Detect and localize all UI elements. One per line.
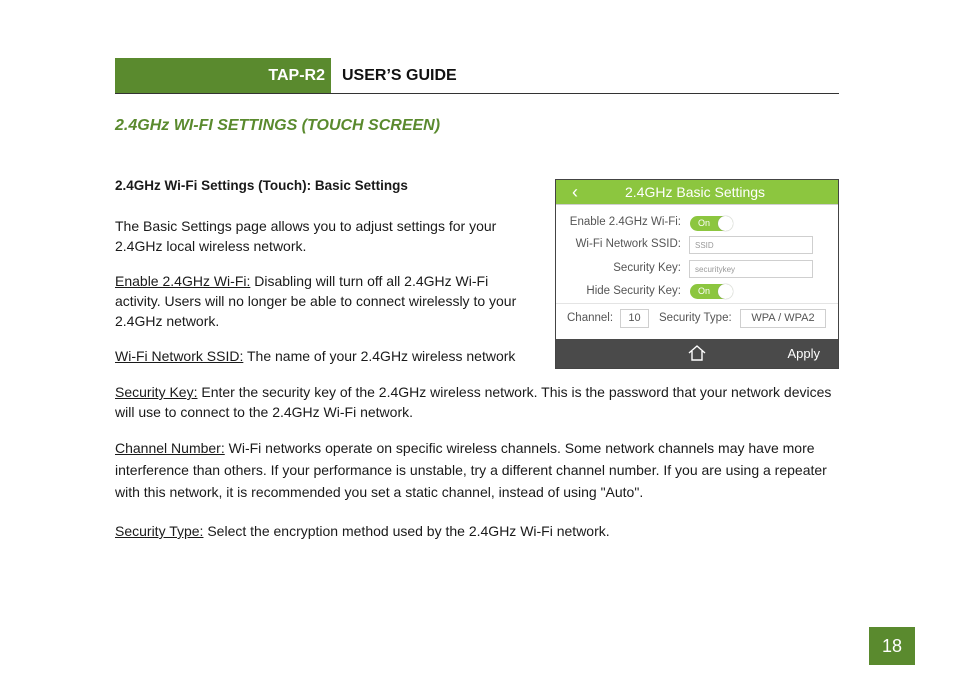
security-type-paragraph: [115, 521, 839, 541]
channel-select[interactable]: 10: [620, 309, 649, 328]
channel-text: Wi-Fi networks operate on specific wireless channels. Some network channels may have more interference than others. If your performance is unstable, try a different channel number. If you are using a repeater with this network, it is recommended you set a static channel, instead of using "Auto".: [115, 440, 827, 500]
security-type-term: Security Type:: [115, 523, 204, 539]
security-key-text: Enter the security key of the 2.4GHz wireless network. This is the password that your network devices will use to connect to the 2.4GHz Wi-Fi network.: [115, 384, 832, 420]
hide-security-key-label: Hide Security Key:: [586, 285, 681, 297]
enable-wifi-term: Enable 2.4GHz Wi-Fi:: [115, 273, 251, 289]
sub-heading: 2.4GHz Wi-Fi Settings (Touch): Basic Settings: [115, 178, 408, 193]
ssid-term: Wi-Fi Network SSID:: [115, 348, 244, 364]
guide-title: USER’S GUIDE: [342, 67, 457, 84]
security-key-paragraph: [115, 382, 839, 422]
enable-wifi-toggle-text: On: [698, 218, 711, 228]
enable-wifi-label: Enable 2.4GHz Wi-Fi:: [569, 216, 681, 228]
security-key-term: Security Key:: [115, 384, 198, 400]
security-key-label: Security Key:: [613, 262, 681, 274]
security-type-text: Select the encryption method used by the 2.4GHz Wi-Fi network.: [203, 523, 610, 539]
enable-wifi-toggle[interactable]: [690, 216, 733, 231]
page-number: 18: [869, 627, 915, 665]
home-icon[interactable]: [688, 345, 706, 361]
screen-title: 2.4GHz Basic Settings: [625, 184, 766, 200]
ssid-label: Wi-Fi Network SSID:: [575, 238, 681, 250]
back-arrow-icon[interactable]: ‹: [572, 182, 578, 202]
ssid-paragraph: [115, 346, 545, 366]
row-divider: [556, 303, 838, 304]
toggle-knob: [718, 216, 733, 231]
product-name: TAP-R2: [268, 67, 325, 84]
channel-label: Channel:: [567, 312, 614, 324]
hide-security-key-toggle-text: On: [698, 286, 711, 296]
screen-footer: [556, 339, 838, 368]
toggle-knob: [718, 284, 733, 299]
title-divider: [556, 204, 838, 205]
ssid-text: The name of your 2.4GHz wireless network: [243, 348, 516, 364]
apply-button[interactable]: Apply: [787, 346, 820, 361]
security-type-label: Security Type:: [659, 312, 732, 324]
enable-wifi-paragraph: [115, 271, 525, 331]
channel-term: Channel Number:: [115, 440, 225, 456]
screen-title-bar: [556, 180, 838, 204]
section-title: 2.4GHz WI-FI SETTINGS (TOUCH SCREEN): [115, 117, 441, 134]
header-divider: [115, 93, 839, 94]
channel-paragraph: [115, 437, 839, 503]
intro-paragraph: The Basic Settings page allows you to adjust settings for your 2.4GHz local wireless network.: [115, 218, 497, 254]
hide-security-key-toggle[interactable]: [690, 284, 733, 299]
enable-wifi-text: Disabling will turn off all 2.4GHz Wi-Fi activity. Users will no longer be able to connect wirelessly to your 2.4GHz network.: [115, 273, 517, 329]
ssid-input[interactable]: SSID: [689, 236, 813, 254]
security-key-input[interactable]: securitykey: [689, 260, 813, 278]
touch-screen-figure: [555, 179, 839, 369]
security-type-select[interactable]: WPA / WPA2: [740, 309, 826, 328]
